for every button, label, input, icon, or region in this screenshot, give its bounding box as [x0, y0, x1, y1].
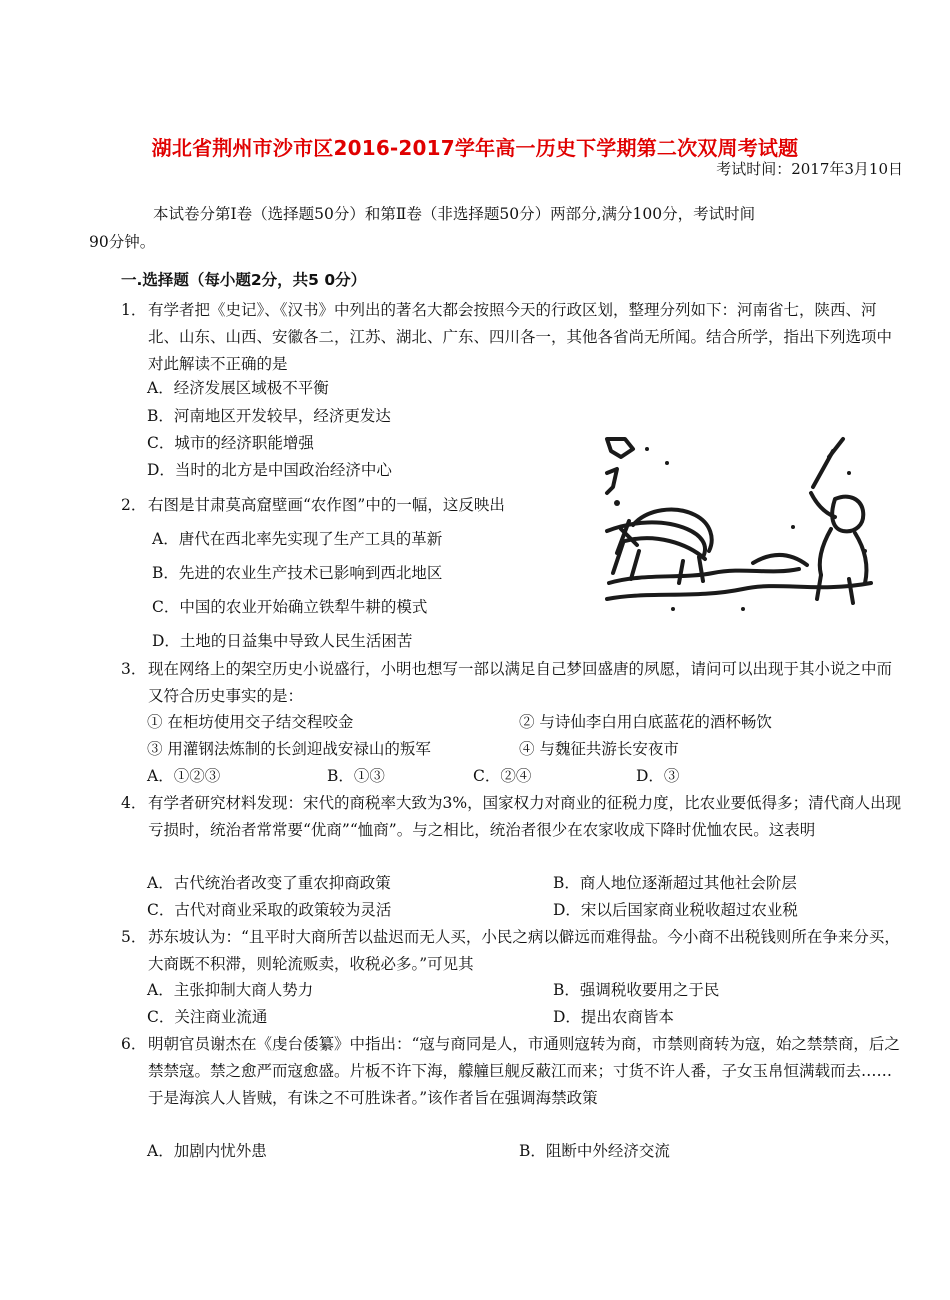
q4-option-a: A．古代统治者改变了重农抑商政策 — [147, 874, 391, 892]
q3-option-a: A．①②③ — [147, 767, 221, 785]
q1-option-c: C．城市的经济职能增强 — [147, 434, 314, 452]
q5-option-b: B．强调税收要用之于民 — [553, 981, 720, 999]
q6-option-a: A．加剧内忧外患 — [147, 1142, 267, 1160]
question-5 — [121, 924, 906, 978]
mogao-farming-mural-image — [603, 433, 879, 618]
q3-option-c: C．②④ — [473, 767, 532, 785]
question-number: 1． — [121, 301, 147, 319]
question-6 — [121, 1031, 906, 1112]
exam-intro — [89, 200, 901, 256]
question-number: 2． — [121, 496, 147, 514]
question-stem: 右图是甘肃莫高窟壁画“农作图”中的一幅，这反映出 — [148, 496, 505, 514]
q3-option-d: D．③ — [636, 767, 680, 785]
q3-item-1: ① 在柜坊使用交子结交程咬金 — [147, 713, 354, 731]
q3-item-2: ② 与诗仙李白用白底蓝花的酒杯畅饮 — [519, 713, 772, 731]
q3-item-3: ③ 用灌钢法炼制的长剑迎战安禄山的叛军 — [147, 740, 431, 758]
exam-date: 考试时间：2017年3月10日 — [716, 160, 903, 178]
q2-option-b: B．先进的农业生产技术已影响到西北地区 — [152, 564, 443, 582]
question-2 — [121, 492, 591, 519]
question-4 — [121, 790, 906, 844]
question-number: 5． — [121, 928, 147, 946]
q4-option-d: D．宋以后国家商业税收超过农业税 — [553, 901, 798, 919]
q5-option-c: C．关注商业流通 — [147, 1008, 268, 1026]
q2-option-c: C．中国的农业开始确立铁犁牛耕的模式 — [152, 598, 428, 616]
question-3 — [121, 656, 906, 710]
question-stem: 有学者研究材料发现：宋代的商税率大致为3%，国家权力对商业的征税力度，比农业要低得多；清代商人出现亏损时，统治者常常要“优商”“恤商”。与之相比，统治者很少在农家收成下降时优恤农民。这表明 — [148, 794, 902, 839]
question-number: 4． — [121, 794, 147, 812]
question-stem: 苏东坡认为：“且平时大商所苦以盐迟而无人买，小民之病以僻远而难得盐。今小商不出税钱则所在争来分买，大商既不积滞，则轮流贩卖，收税必多。”可见其 — [148, 928, 900, 973]
question-number: 3． — [121, 660, 147, 678]
q1-option-a: A．经济发展区域极不平衡 — [147, 379, 329, 397]
q1-option-d: D．当时的北方是中国政治经济中心 — [147, 461, 392, 479]
q6-option-b: B．阻断中外经济交流 — [519, 1142, 670, 1160]
intro-line-2: 90分钟。 — [89, 233, 156, 251]
q5-option-d: D．提出农商皆本 — [553, 1008, 674, 1026]
question-stem: 有学者把《史记》、《汉书》中列出的著名大都会按照今天的行政区划，整理分列如下：河南省七，陕西、河北、山东、山西、安徽各二，江苏、湖北、广东、四川各一，其他各省尚无所闻。结合所学，指出下列选项中对此解读不正确的是 — [148, 301, 893, 373]
q3-item-4: ④ 与魏征共游长安夜市 — [519, 740, 679, 758]
q3-option-b: B．①③ — [327, 767, 385, 785]
q4-option-c: C．古代对商业采取的政策较为灵活 — [147, 901, 392, 919]
question-stem: 现在网络上的架空历史小说盛行，小明也想写一部以满足自己梦回盛唐的夙愿，请问可以出现于其小说之中而又符合历史事实的是： — [148, 660, 893, 705]
section-heading: 一.选择题（每小题2分，共5 0分） — [121, 271, 367, 289]
q4-option-b: B．商人地位逐渐超过其他社会阶层 — [553, 874, 797, 892]
q5-option-a: A．主张抑制大商人势力 — [147, 981, 314, 999]
question-number: 6． — [121, 1035, 147, 1053]
q1-option-b: B．河南地区开发较早，经济更发达 — [147, 407, 391, 425]
exam-title: 湖北省荆州市沙市区2016-2017学年高一历史下学期第二次双周考试题 — [151, 136, 799, 160]
question-stem: 明朝官员谢杰在《虔台倭纂》中指出：“寇与商同是人，市通则寇转为商，市禁则商转为寇，始之禁禁商，后之禁禁寇。禁之愈严而寇愈盛。片板不许下海，艨艟巨舰反蔽江而来；寸货不许人番，子女玉帛恒满载而去……于是海滨人人皆贼，有诛之不可胜诛者。”该作者旨在强调海禁政策 — [148, 1035, 900, 1107]
question-1 — [121, 297, 906, 378]
intro-line-1: 本试卷分第Ⅰ卷（选择题50分）和第Ⅱ卷（非选择题50分）两部分,满分100分，考试时间 — [153, 205, 756, 223]
q2-option-a: A．唐代在西北率先实现了生产工具的革新 — [152, 530, 443, 548]
q2-option-d: D．土地的日益集中导致人民生活困苦 — [152, 632, 413, 650]
